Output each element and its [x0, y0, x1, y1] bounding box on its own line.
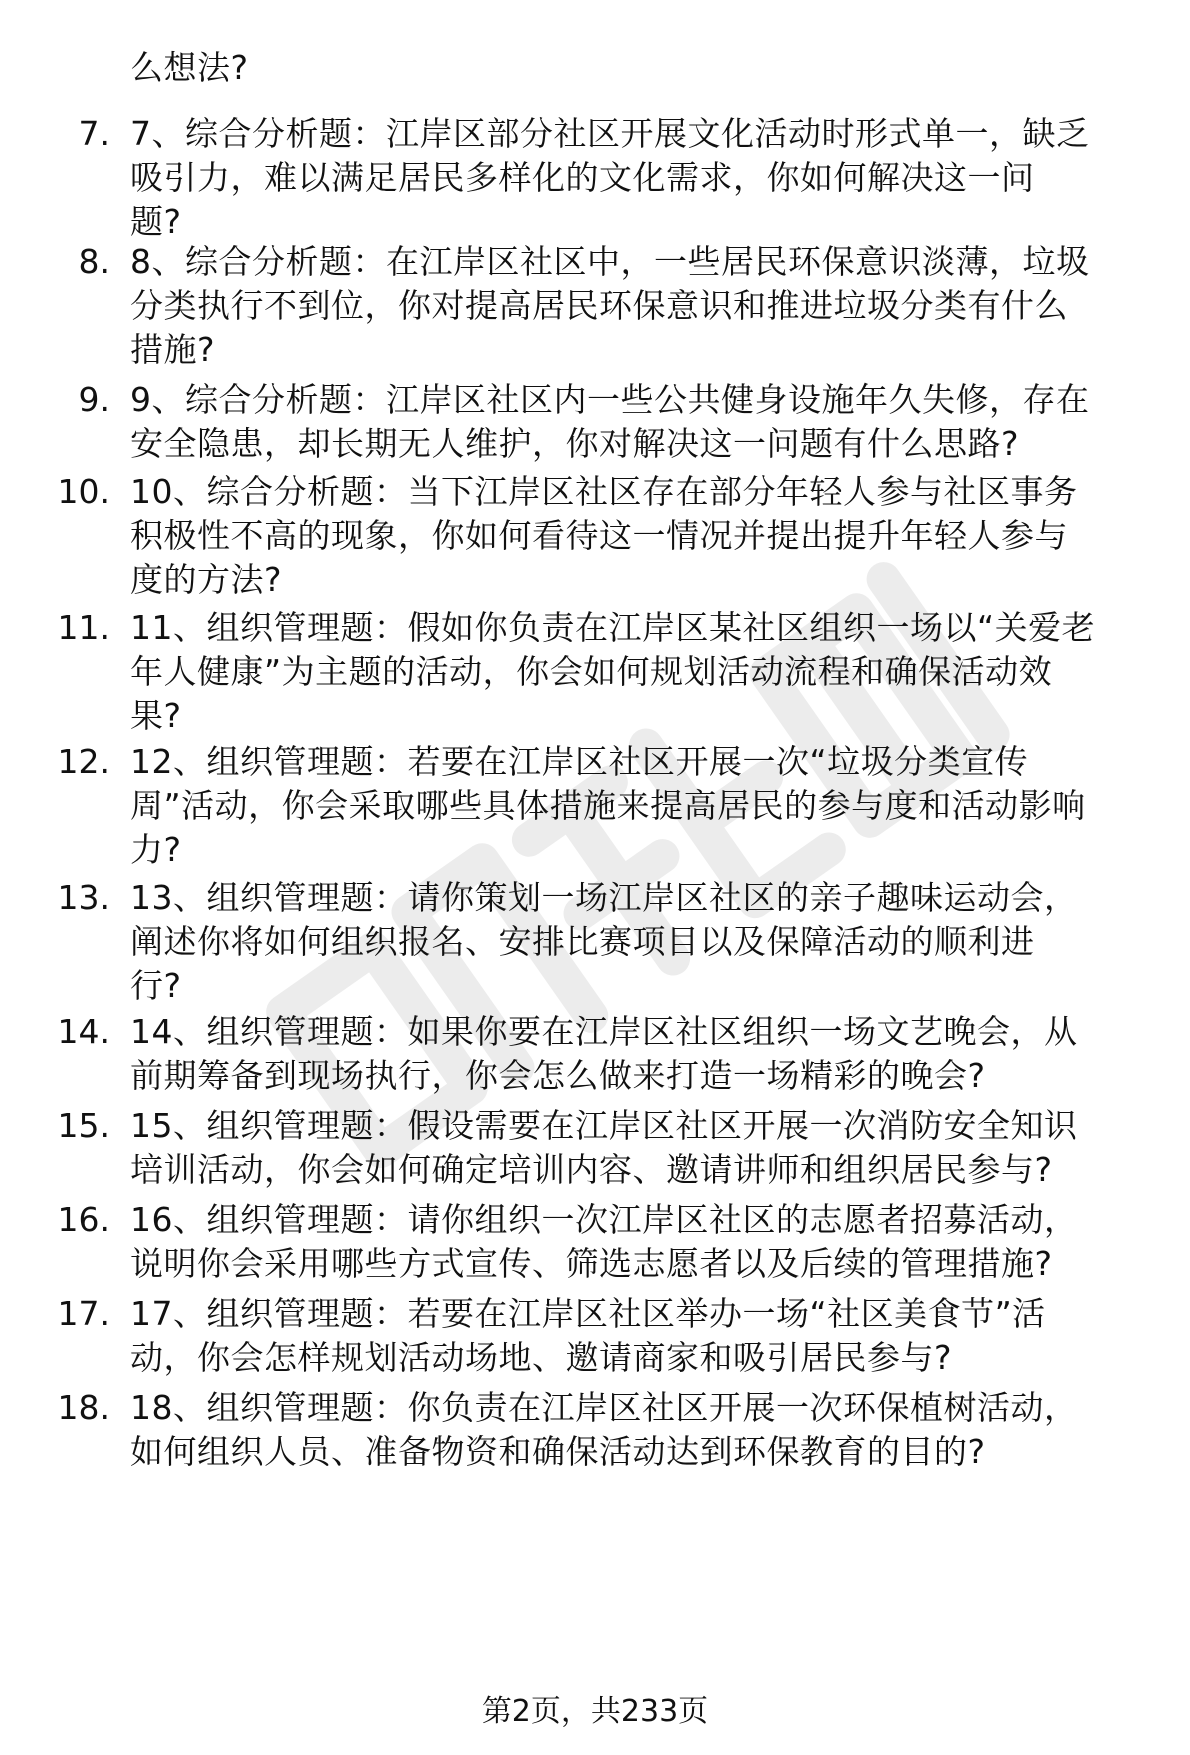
continuation-text: 么想法?: [130, 48, 249, 87]
list-item-text-line: 14、组织管理题：如果你要在江岸区社区组织一场文艺晚会，从: [130, 1012, 1078, 1051]
list-item-text-line: 果?: [130, 696, 182, 735]
list-item-text-line: 13、组织管理题：请你策划一场江岸区社区的亲子趣味运动会，: [130, 878, 1078, 917]
list-item-text-line: 15、组织管理题：假设需要在江岸区社区开展一次消防安全知识: [130, 1106, 1078, 1145]
list-item-number: 11.: [57, 608, 110, 647]
list-item-number: 15.: [57, 1106, 110, 1145]
list-item-text-line: 12、组织管理题：若要在江岸区社区开展一次“垃圾分类宣传: [130, 742, 1029, 781]
list-item-text-line: 积极性不高的现象，你如何看待这一情况并提出提升年轻人参与: [130, 516, 1068, 555]
list-item-text-line: 分类执行不到位，你对提高居民环保意识和推进垃圾分类有什么: [130, 286, 1068, 325]
list-item-text-line: 阐述你将如何组织报名、安排比赛项目以及保障活动的顺利进: [130, 922, 1035, 961]
list-item-text-line: 周”活动，你会采取哪些具体措施来提高居民的参与度和活动影响: [130, 786, 1086, 825]
list-item-number: 10.: [57, 472, 110, 511]
list-item-text-line: 如何组织人员、准备物资和确保活动达到环保教育的目的?: [130, 1432, 986, 1471]
list-item-text-line: 8、综合分析题：在江岸区社区中，一些居民环保意识淡薄，垃圾: [130, 242, 1090, 281]
list-item-text-line: 行?: [130, 966, 182, 1005]
list-item-text-line: 9、综合分析题：江岸区社区内一些公共健身设施年久失修，存在: [130, 380, 1090, 419]
list-item-text-line: 题?: [130, 202, 182, 241]
list-item-number: 16.: [57, 1200, 110, 1239]
list-item-text-line: 措施?: [130, 330, 216, 369]
list-item-text-line: 18、组织管理题：你负责在江岸区社区开展一次环保植树活动，: [130, 1388, 1078, 1427]
list-item-text-line: 吸引力，难以满足居民多样化的文化需求，你如何解决这一问: [130, 158, 1035, 197]
list-item-text-line: 安全隐患，却长期无人维护，你对解决这一问题有什么思路?: [130, 424, 1020, 463]
list-item-text-line: 力?: [130, 830, 182, 869]
list-item-text-line: 10、综合分析题：当下江岸区社区存在部分年轻人参与社区事务: [130, 472, 1078, 511]
list-item-number: 8.: [78, 242, 110, 281]
list-item-number: 14.: [57, 1012, 110, 1051]
list-item-text-line: 7、综合分析题：江岸区部分社区开展文化活动时形式单一，缺乏: [130, 114, 1090, 153]
list-item-text-line: 动，你会怎样规划活动场地、邀请商家和吸引居民参与?: [130, 1338, 953, 1377]
list-item-number: 18.: [57, 1388, 110, 1427]
list-item-number: 12.: [57, 742, 110, 781]
list-item-number: 17.: [57, 1294, 110, 1333]
list-item-text-line: 11、组织管理题：假如你负责在江岸区某社区组织一场以“关爱老: [130, 608, 1096, 647]
list-item-number: 13.: [57, 878, 110, 917]
list-item-text-line: 度的方法?: [130, 560, 283, 599]
list-item-text-line: 说明你会采用哪些方式宣传、筛选志愿者以及后续的管理措施?: [130, 1244, 1053, 1283]
list-item-text-line: 培训活动，你会如何确定培训内容、邀请讲师和组织居民参与?: [130, 1150, 1053, 1189]
list-item-text-line: 年人健康”为主题的活动，你会如何规划活动流程和确保活动效: [130, 652, 1053, 691]
list-item-text-line: 17、组织管理题：若要在江岸区社区举办一场“社区美食节”活: [130, 1294, 1046, 1333]
list-item-text-line: 前期筹备到现场执行，你会怎么做来打造一场精彩的晚会?: [130, 1056, 986, 1095]
page-footer: 第2页，共233页: [481, 1694, 709, 1729]
list-item-number: 7.: [78, 114, 110, 153]
list-item-text-line: 16、组织管理题：请你组织一次江岸区社区的志愿者招募活动，: [130, 1200, 1078, 1239]
list-item-number: 9.: [78, 380, 110, 419]
